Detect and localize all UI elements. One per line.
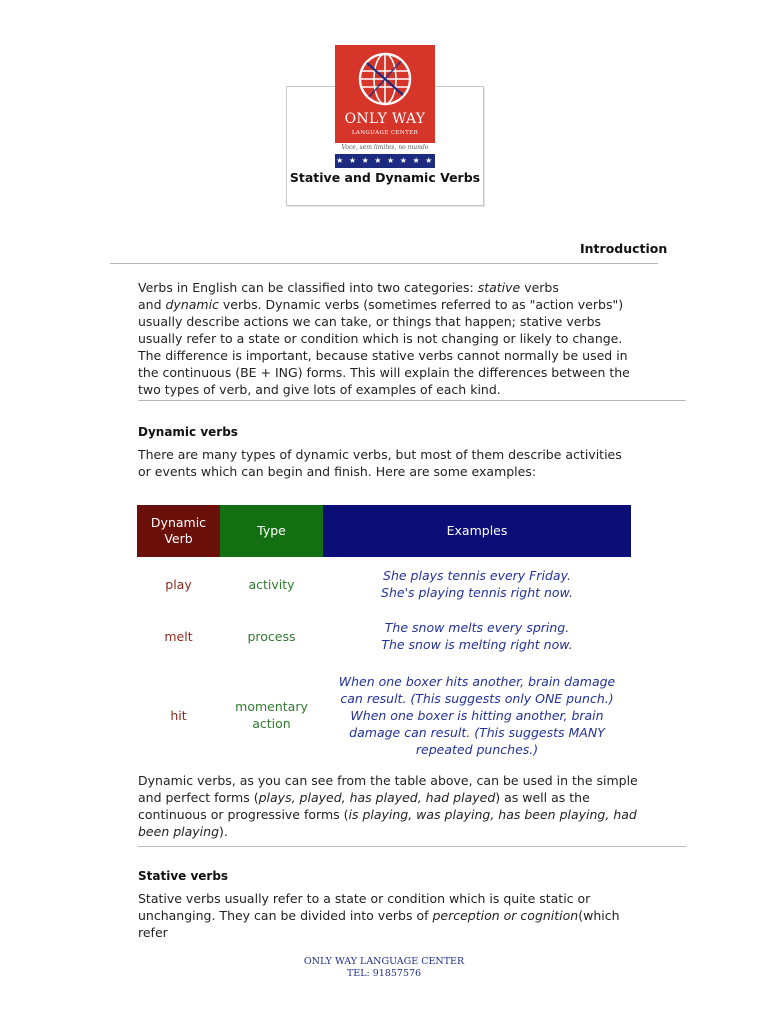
text-emphasis: dynamic <box>165 297 219 312</box>
divider <box>138 400 686 401</box>
example-text: She's playing tennis right now. <box>381 585 573 600</box>
text: verbs. Dynamic verbs (sometimes referred to as "action verbs") <box>218 297 624 312</box>
text: Dynamic verbs, as you can see from the table above, can be used in the simple and perfect forms ( <box>138 773 638 805</box>
logo-slogan: Voce, sem limites, no mundo <box>341 144 429 151</box>
example-text: When one boxer is hitting another, brain damage can result. (This suggests MANY repeated punches.) <box>349 707 605 757</box>
footer-tel: TEL: 91857576 <box>346 968 422 979</box>
logo-subtitle: LANGUAGE CENTER <box>351 130 419 136</box>
text: Stative verbs usually refer to a state or condition which is quite static or unchanging. They can be divided into verbs of <box>138 891 591 923</box>
intro-paragraph <box>138 279 638 398</box>
table-cell-type: activity <box>248 576 295 592</box>
divider <box>138 846 686 847</box>
table-cell-type: process <box>247 628 296 644</box>
table-cell-verb: melt <box>164 628 193 644</box>
table-cell-verb: play <box>165 576 192 592</box>
logo-name: ONLY WAY <box>344 111 426 127</box>
text: Verbs in English can be classified into two categories: <box>138 280 478 295</box>
table-cell-examples <box>323 560 631 608</box>
example-text: The snow melts every spring. <box>384 620 570 635</box>
only-way-logo <box>335 45 435 169</box>
section-heading-dynamic: Dynamic verbs <box>138 425 238 439</box>
text: usually describe actions we can take, or things that happen; stative verbs usually refer to a state or condition which is not changing or likely to change. The difference is important, because stative verbs cannot normally be used in the continuous (BE + ING) forms. This will explain the differences between the two types of verb, and give lots of examples of each kind. <box>138 314 630 397</box>
divider <box>110 263 658 264</box>
table-cell-examples <box>323 612 631 660</box>
section-heading-stative: Stative verbs <box>138 869 229 883</box>
text-emphasis: is playing, was playing, has been playing, had been playing <box>138 807 637 839</box>
text: ). <box>219 824 228 839</box>
stative-paragraph <box>138 890 638 941</box>
dynamic-intro-paragraph: There are many types of dynamic verbs, but most of them describe activities or events which can begin and finish. Here are some examples: <box>138 447 622 479</box>
page-title: Stative and Dynamic Verbs <box>289 170 481 185</box>
example-text: She plays tennis every Friday. <box>383 568 571 583</box>
example-text: When one boxer hits another, brain damage can result. (This suggests only ONE punch.) <box>338 673 616 706</box>
section-title-introduction: Introduction <box>580 241 668 256</box>
table-cell-examples <box>323 671 631 759</box>
text: ) as well as the continuous or progressive forms ( <box>138 790 590 822</box>
footer-name: ONLY WAY LANGUAGE CENTER <box>303 956 465 967</box>
text: (which refer <box>138 908 620 940</box>
forms-paragraph <box>138 772 638 840</box>
table-header-examples: Examples <box>323 505 631 557</box>
text-emphasis: perception or cognition <box>432 908 579 923</box>
text: and <box>138 297 166 312</box>
text: verbs <box>520 280 559 295</box>
text-emphasis: plays, played, has played, had played <box>258 790 496 805</box>
example-text: The snow is melting right now. <box>381 637 573 652</box>
table-header-verb: Dynamic Verb <box>137 505 220 557</box>
table-header-type: Type <box>220 505 323 557</box>
logo-stars-band: ★ ★ ★ ★ ★ ★ ★ ★ <box>335 154 435 168</box>
text-emphasis: stative <box>477 280 521 295</box>
table-cell-verb: hit <box>170 707 187 723</box>
table-cell-type: momentary action <box>235 699 308 731</box>
globe-icon <box>357 51 413 107</box>
logo-background <box>335 45 435 143</box>
